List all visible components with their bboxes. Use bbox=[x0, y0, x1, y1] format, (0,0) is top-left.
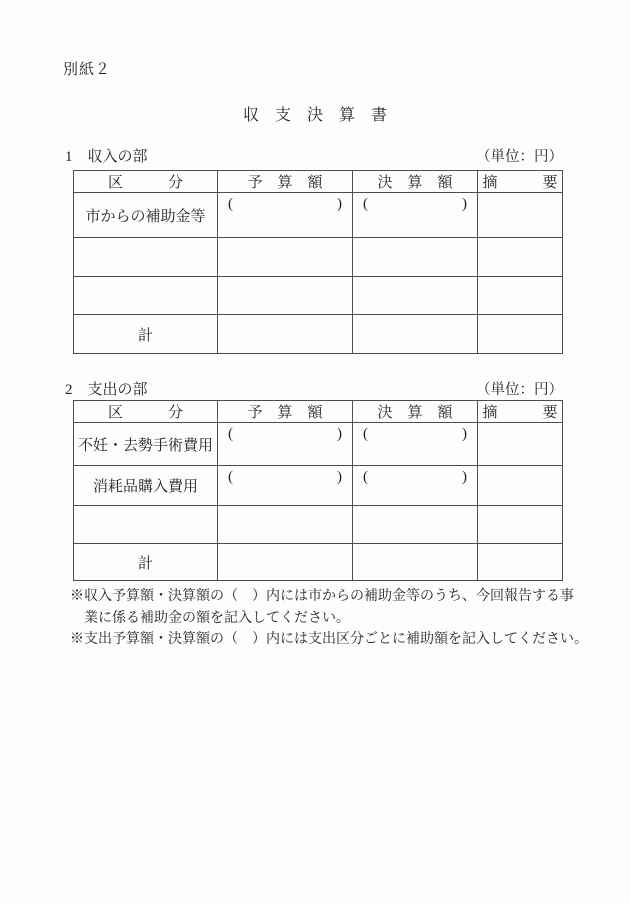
income-row-subsidy-budget-cell bbox=[218, 193, 353, 238]
paren-field bbox=[218, 193, 352, 213]
income-total-budget-cell bbox=[218, 315, 353, 354]
expense-table-header-row bbox=[74, 401, 563, 423]
paren-close: ) bbox=[462, 426, 467, 442]
expense-row-consumables-remarks-cell bbox=[478, 466, 563, 506]
expense-heading-label: 2 支出の部 bbox=[65, 382, 148, 398]
expense-total-remarks-cell bbox=[478, 544, 563, 581]
expense-table bbox=[73, 400, 563, 581]
note-expense bbox=[70, 629, 615, 651]
paren-open: ( bbox=[228, 196, 233, 212]
paren-open: ( bbox=[363, 469, 368, 485]
paren-field bbox=[218, 466, 352, 486]
income-header-budget: 予 算 額 bbox=[218, 171, 353, 193]
paren-close: ) bbox=[337, 469, 342, 485]
paren-open: ( bbox=[363, 426, 368, 442]
footnotes bbox=[70, 586, 615, 651]
income-row-subsidy bbox=[74, 193, 563, 238]
document-title: 収 支 決 算 書 bbox=[242, 107, 387, 124]
expense-row-surgery-remarks-cell bbox=[478, 423, 563, 466]
expense-row-consumables-budget-cell bbox=[218, 466, 353, 506]
expense-row-consumables-label: 消耗品購入費用 bbox=[74, 466, 218, 506]
income-header-category: 区 分 bbox=[74, 171, 218, 193]
paren-field bbox=[353, 193, 477, 213]
expense-total-budget-cell bbox=[218, 544, 353, 581]
expense-header-settlement: 決 算 額 bbox=[353, 401, 478, 423]
paren-field bbox=[353, 466, 477, 486]
expense-header-category: 区 分 bbox=[74, 401, 218, 423]
income-table bbox=[73, 170, 563, 354]
income-table-header-row bbox=[74, 171, 563, 193]
income-row-subsidy-settlement-cell bbox=[353, 193, 478, 238]
paren-close: ) bbox=[462, 469, 467, 485]
paren-close: ) bbox=[462, 196, 467, 212]
expense-header-remarks: 摘 要 bbox=[478, 401, 563, 423]
expense-row-surgery-label: 不妊・去勢手術費用 bbox=[74, 423, 218, 466]
income-row-subsidy-label: 市からの補助金等 bbox=[74, 193, 218, 238]
expense-row-consumables-settlement-cell bbox=[353, 466, 478, 506]
paren-field bbox=[218, 423, 352, 443]
income-header-remarks: 摘 要 bbox=[478, 171, 563, 193]
expense-total-label: 計 bbox=[74, 544, 218, 581]
expense-row-consumables bbox=[74, 466, 563, 506]
income-row-empty-2 bbox=[74, 277, 563, 315]
expense-header-budget: 予 算 額 bbox=[218, 401, 353, 423]
expense-total-row bbox=[74, 544, 563, 581]
paren-open: ( bbox=[363, 196, 368, 212]
paren-open: ( bbox=[228, 426, 233, 442]
income-row-subsidy-remarks-cell bbox=[478, 193, 563, 238]
note-income-line-1: ※収入予算額・決算額の（ ）内には市からの補助金等のうち、今回報告する事 bbox=[70, 589, 574, 604]
income-total-row bbox=[74, 315, 563, 354]
expense-row-empty bbox=[74, 506, 563, 544]
note-income bbox=[70, 586, 615, 629]
paren-open: ( bbox=[228, 469, 233, 485]
expense-row-surgery-budget-cell bbox=[218, 423, 353, 466]
income-total-label: 計 bbox=[74, 315, 218, 354]
income-total-settlement-cell bbox=[353, 315, 478, 354]
expense-row-surgery bbox=[74, 423, 563, 466]
income-row-empty-1 bbox=[74, 238, 563, 277]
expense-total-settlement-cell bbox=[353, 544, 478, 581]
paren-field bbox=[353, 423, 477, 443]
expense-unit-label: （単位：円） bbox=[476, 382, 563, 398]
paren-close: ) bbox=[337, 426, 342, 442]
income-total-remarks-cell bbox=[478, 315, 563, 354]
income-header-settlement: 決 算 額 bbox=[353, 171, 478, 193]
income-unit-label: （単位：円） bbox=[476, 149, 563, 165]
income-heading-label: 1 収入の部 bbox=[65, 149, 148, 165]
note-income-line-2: 業に係る補助金の額を記入してください。 bbox=[84, 610, 350, 626]
attachment-label: 別紙２ bbox=[63, 62, 112, 78]
expense-row-surgery-settlement-cell bbox=[353, 423, 478, 466]
expense-section-heading bbox=[65, 378, 563, 399]
paren-close: ) bbox=[337, 196, 342, 212]
note-expense-line-1: ※支出予算額・決算額の（ ）内には支出区分ごとに補助額を記入してください。 bbox=[70, 632, 588, 647]
income-section-heading bbox=[65, 145, 563, 166]
